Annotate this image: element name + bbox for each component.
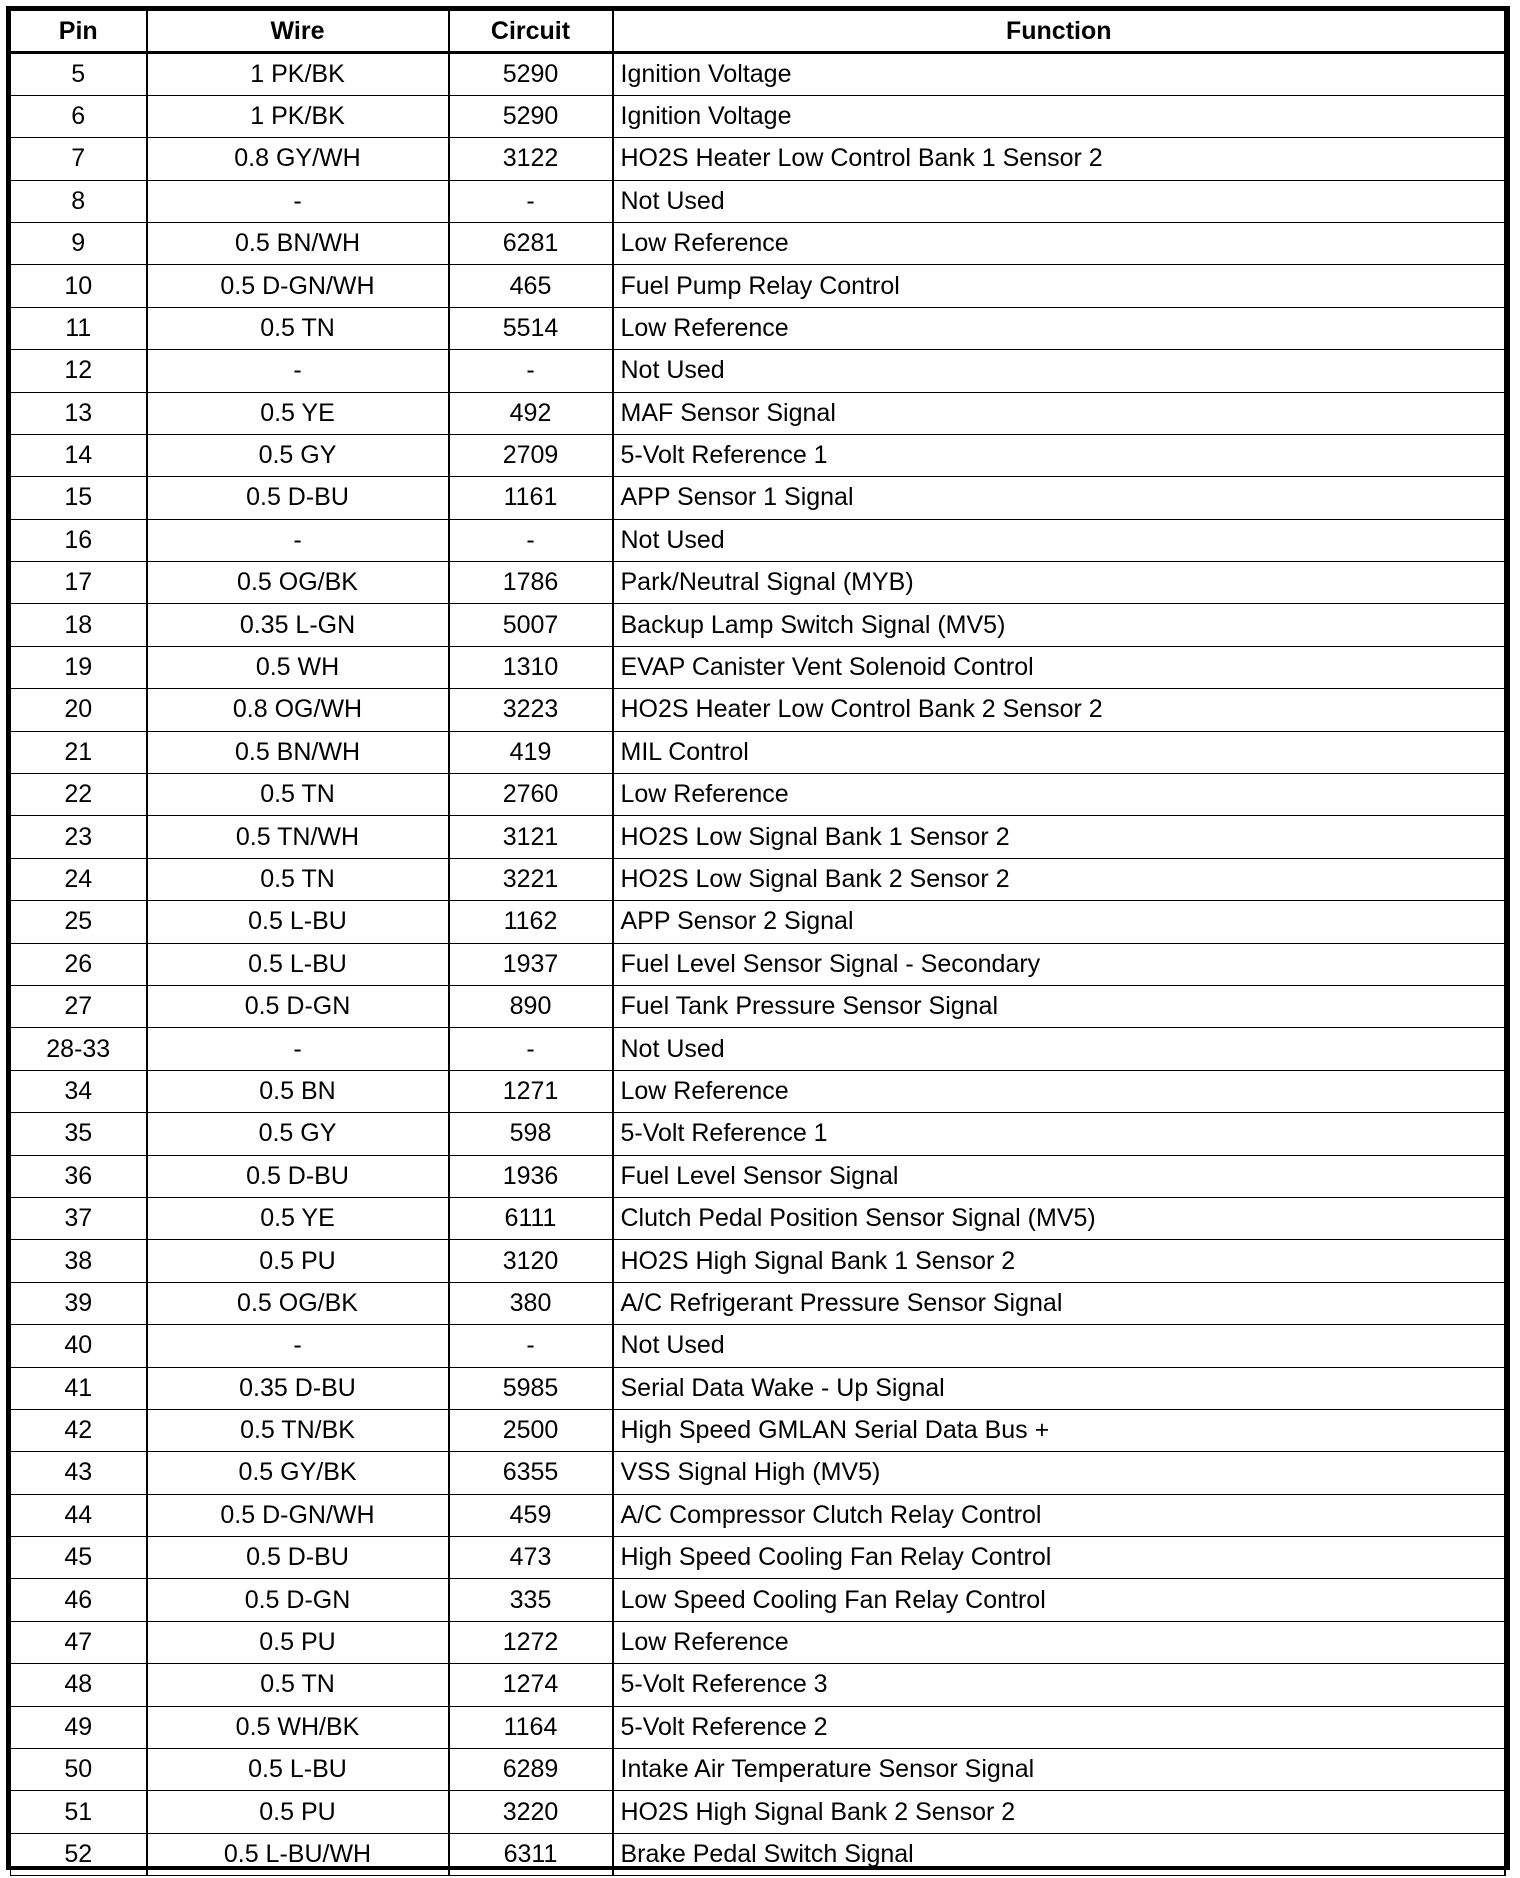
function-cell: Ignition Voltage <box>613 95 1506 137</box>
table-row <box>11 307 1506 349</box>
circuit-cell: 380 <box>449 1282 613 1324</box>
wire-cell: 0.5 YE <box>147 1197 449 1239</box>
table-row <box>11 1537 1506 1579</box>
function-cell: Ignition Voltage <box>613 53 1506 95</box>
function-cell: Low Reference <box>613 774 1506 816</box>
pin-cell: 52 <box>11 1833 147 1875</box>
pin-cell: 27 <box>11 985 147 1027</box>
circuit-cell: 1937 <box>449 943 613 985</box>
table-row <box>11 1070 1506 1112</box>
wire-cell: 0.35 D-BU <box>147 1367 449 1409</box>
table-row <box>11 1579 1506 1621</box>
wire-cell: 0.5 D-BU <box>147 1155 449 1197</box>
circuit-cell: - <box>449 519 613 561</box>
pin-cell: 15 <box>11 477 147 519</box>
pin-cell: 18 <box>11 604 147 646</box>
wire-cell: - <box>147 519 449 561</box>
wire-cell: 0.5 WH <box>147 646 449 688</box>
function-cell: Backup Lamp Switch Signal (MV5) <box>613 604 1506 646</box>
table-row <box>11 1028 1506 1070</box>
circuit-cell: - <box>449 350 613 392</box>
wire-cell: 0.5 PU <box>147 1791 449 1833</box>
circuit-cell: 890 <box>449 985 613 1027</box>
pin-cell: 8 <box>11 180 147 222</box>
circuit-cell: 1162 <box>449 901 613 943</box>
circuit-cell: 1274 <box>449 1664 613 1706</box>
pin-cell: 42 <box>11 1409 147 1451</box>
function-cell: 5-Volt Reference 2 <box>613 1706 1506 1748</box>
circuit-cell: 1271 <box>449 1070 613 1112</box>
pin-cell: 43 <box>11 1452 147 1494</box>
circuit-cell: 6281 <box>449 222 613 264</box>
circuit-cell: 6289 <box>449 1749 613 1791</box>
wire-cell: 0.5 D-GN <box>147 1579 449 1621</box>
circuit-cell: 473 <box>449 1537 613 1579</box>
pin-cell: 21 <box>11 731 147 773</box>
circuit-cell: 1161 <box>449 477 613 519</box>
header-wire: Wire <box>147 11 449 53</box>
pin-cell: 22 <box>11 774 147 816</box>
wire-cell: - <box>147 1325 449 1367</box>
wire-cell: 0.5 PU <box>147 1240 449 1282</box>
wire-cell: 0.5 TN <box>147 1664 449 1706</box>
table-row <box>11 180 1506 222</box>
circuit-cell: 3223 <box>449 689 613 731</box>
wire-cell: 0.5 GY <box>147 434 449 476</box>
circuit-cell: 1936 <box>449 1155 613 1197</box>
circuit-cell: 492 <box>449 392 613 434</box>
pin-cell: 11 <box>11 307 147 349</box>
wire-cell: 0.5 YE <box>147 392 449 434</box>
wire-cell: 0.35 L-GN <box>147 604 449 646</box>
table-row <box>11 138 1506 180</box>
function-cell: HO2S High Signal Bank 1 Sensor 2 <box>613 1240 1506 1282</box>
pin-cell: 19 <box>11 646 147 688</box>
function-cell: 5-Volt Reference 1 <box>613 434 1506 476</box>
circuit-cell: 1786 <box>449 562 613 604</box>
function-cell: Fuel Tank Pressure Sensor Signal <box>613 985 1506 1027</box>
circuit-cell: 6111 <box>449 1197 613 1239</box>
pin-cell: 40 <box>11 1325 147 1367</box>
header-circuit: Circuit <box>449 11 613 53</box>
table-row <box>11 1664 1506 1706</box>
circuit-cell: 3220 <box>449 1791 613 1833</box>
table-row <box>11 477 1506 519</box>
circuit-cell: 3121 <box>449 816 613 858</box>
circuit-cell: 2760 <box>449 774 613 816</box>
wire-cell: 0.5 D-GN/WH <box>147 265 449 307</box>
pin-cell: 24 <box>11 858 147 900</box>
function-cell: Park/Neutral Signal (MYB) <box>613 562 1506 604</box>
header-function: Function <box>613 11 1506 53</box>
pin-cell: 50 <box>11 1749 147 1791</box>
connector-pinout-table <box>10 10 1506 1876</box>
pin-cell: 7 <box>11 138 147 180</box>
table-body <box>11 53 1506 1876</box>
function-cell: Low Reference <box>613 1070 1506 1112</box>
pin-cell: 9 <box>11 222 147 264</box>
table-row <box>11 265 1506 307</box>
table-row <box>11 943 1506 985</box>
wire-cell: - <box>147 1028 449 1070</box>
table-row <box>11 774 1506 816</box>
header-pin: Pin <box>11 11 147 53</box>
circuit-cell: 3122 <box>449 138 613 180</box>
table-row <box>11 1197 1506 1239</box>
wire-cell: 0.5 L-BU <box>147 901 449 943</box>
function-cell: MIL Control <box>613 731 1506 773</box>
table-row <box>11 350 1506 392</box>
circuit-cell: 598 <box>449 1113 613 1155</box>
circuit-cell: 1310 <box>449 646 613 688</box>
circuit-cell: 2500 <box>449 1409 613 1451</box>
wire-cell: 0.5 PU <box>147 1621 449 1663</box>
function-cell: HO2S Heater Low Control Bank 1 Sensor 2 <box>613 138 1506 180</box>
table-row <box>11 1833 1506 1875</box>
wire-cell: 0.5 OG/BK <box>147 1282 449 1324</box>
pin-cell: 37 <box>11 1197 147 1239</box>
function-cell: Intake Air Temperature Sensor Signal <box>613 1749 1506 1791</box>
circuit-cell: 5290 <box>449 53 613 95</box>
function-cell: HO2S Low Signal Bank 1 Sensor 2 <box>613 816 1506 858</box>
wire-cell: 1 PK/BK <box>147 53 449 95</box>
pin-cell: 48 <box>11 1664 147 1706</box>
function-cell: Not Used <box>613 180 1506 222</box>
pin-cell: 39 <box>11 1282 147 1324</box>
table-row <box>11 1155 1506 1197</box>
pin-cell: 35 <box>11 1113 147 1155</box>
pin-cell: 5 <box>11 53 147 95</box>
wire-cell: 0.5 GY <box>147 1113 449 1155</box>
pin-cell: 45 <box>11 1537 147 1579</box>
wire-cell: 0.5 GY/BK <box>147 1452 449 1494</box>
wire-cell: 0.5 D-BU <box>147 477 449 519</box>
circuit-cell: 2709 <box>449 434 613 476</box>
wire-cell: 0.5 TN/BK <box>147 1409 449 1451</box>
function-cell: Brake Pedal Switch Signal <box>613 1833 1506 1875</box>
circuit-cell: 459 <box>449 1494 613 1536</box>
wire-cell: - <box>147 180 449 222</box>
function-cell: Not Used <box>613 1325 1506 1367</box>
wire-cell: 0.5 BN/WH <box>147 222 449 264</box>
function-cell: Not Used <box>613 1028 1506 1070</box>
table-row <box>11 95 1506 137</box>
pin-cell: 36 <box>11 1155 147 1197</box>
pin-cell: 16 <box>11 519 147 561</box>
pin-cell: 44 <box>11 1494 147 1536</box>
wire-cell: 0.5 TN <box>147 858 449 900</box>
circuit-cell: 3221 <box>449 858 613 900</box>
function-cell: HO2S High Signal Bank 2 Sensor 2 <box>613 1791 1506 1833</box>
circuit-cell: 6311 <box>449 1833 613 1875</box>
wire-cell: 0.5 L-BU <box>147 1749 449 1791</box>
table-row <box>11 1409 1506 1451</box>
circuit-cell: 6355 <box>449 1452 613 1494</box>
table-row <box>11 1791 1506 1833</box>
function-cell: Fuel Pump Relay Control <box>613 265 1506 307</box>
pin-cell: 51 <box>11 1791 147 1833</box>
wire-cell: 0.5 WH/BK <box>147 1706 449 1748</box>
circuit-cell: - <box>449 1325 613 1367</box>
table-row <box>11 731 1506 773</box>
function-cell: APP Sensor 2 Signal <box>613 901 1506 943</box>
function-cell: Clutch Pedal Position Sensor Signal (MV5) <box>613 1197 1506 1239</box>
function-cell: A/C Compressor Clutch Relay Control <box>613 1494 1506 1536</box>
table-row <box>11 1113 1506 1155</box>
table-row <box>11 222 1506 264</box>
wire-cell: 0.5 BN <box>147 1070 449 1112</box>
pin-cell: 38 <box>11 1240 147 1282</box>
table-row <box>11 1452 1506 1494</box>
table-row <box>11 1282 1506 1324</box>
wire-cell: 0.5 L-BU <box>147 943 449 985</box>
pin-cell: 12 <box>11 350 147 392</box>
table-row <box>11 392 1506 434</box>
table-row <box>11 1325 1506 1367</box>
wire-cell: 0.5 TN <box>147 307 449 349</box>
table-row <box>11 1494 1506 1536</box>
circuit-cell: 1164 <box>449 1706 613 1748</box>
table-row <box>11 1749 1506 1791</box>
connector-pinout-table-frame <box>6 6 1510 1870</box>
circuit-cell: 5985 <box>449 1367 613 1409</box>
pin-cell: 46 <box>11 1579 147 1621</box>
circuit-cell: 1272 <box>449 1621 613 1663</box>
wire-cell: 0.5 BN/WH <box>147 731 449 773</box>
pin-cell: 20 <box>11 689 147 731</box>
wire-cell: 0.5 TN/WH <box>147 816 449 858</box>
pin-cell: 6 <box>11 95 147 137</box>
circuit-cell: 5007 <box>449 604 613 646</box>
circuit-cell: 3120 <box>449 1240 613 1282</box>
function-cell: 5-Volt Reference 1 <box>613 1113 1506 1155</box>
pin-cell: 13 <box>11 392 147 434</box>
function-cell: APP Sensor 1 Signal <box>613 477 1506 519</box>
circuit-cell: - <box>449 1028 613 1070</box>
table-row <box>11 985 1506 1027</box>
table-row <box>11 901 1506 943</box>
function-cell: Low Speed Cooling Fan Relay Control <box>613 1579 1506 1621</box>
function-cell: High Speed Cooling Fan Relay Control <box>613 1537 1506 1579</box>
circuit-cell: 419 <box>449 731 613 773</box>
wire-cell: - <box>147 350 449 392</box>
table-row <box>11 562 1506 604</box>
pin-cell: 34 <box>11 1070 147 1112</box>
pin-cell: 47 <box>11 1621 147 1663</box>
circuit-cell: - <box>449 180 613 222</box>
table-row <box>11 689 1506 731</box>
function-cell: 5-Volt Reference 3 <box>613 1664 1506 1706</box>
function-cell: HO2S Low Signal Bank 2 Sensor 2 <box>613 858 1506 900</box>
function-cell: Low Reference <box>613 222 1506 264</box>
table-row <box>11 604 1506 646</box>
wire-cell: 0.5 D-BU <box>147 1537 449 1579</box>
pin-cell: 28-33 <box>11 1028 147 1070</box>
function-cell: EVAP Canister Vent Solenoid Control <box>613 646 1506 688</box>
table-row <box>11 646 1506 688</box>
pin-cell: 17 <box>11 562 147 604</box>
wire-cell: 0.5 D-GN/WH <box>147 1494 449 1536</box>
table-row <box>11 1367 1506 1409</box>
table-row <box>11 1240 1506 1282</box>
table-row <box>11 1621 1506 1663</box>
header-row <box>11 11 1506 53</box>
function-cell: VSS Signal High (MV5) <box>613 1452 1506 1494</box>
table-row <box>11 434 1506 476</box>
wire-cell: 0.5 D-GN <box>147 985 449 1027</box>
table-row <box>11 858 1506 900</box>
function-cell: Low Reference <box>613 1621 1506 1663</box>
circuit-cell: 5290 <box>449 95 613 137</box>
function-cell: MAF Sensor Signal <box>613 392 1506 434</box>
pin-cell: 49 <box>11 1706 147 1748</box>
wire-cell: 0.8 OG/WH <box>147 689 449 731</box>
wire-cell: 1 PK/BK <box>147 95 449 137</box>
pin-cell: 41 <box>11 1367 147 1409</box>
wire-cell: 0.5 TN <box>147 774 449 816</box>
table-row <box>11 53 1506 95</box>
function-cell: A/C Refrigerant Pressure Sensor Signal <box>613 1282 1506 1324</box>
function-cell: HO2S Heater Low Control Bank 2 Sensor 2 <box>613 689 1506 731</box>
wire-cell: 0.5 OG/BK <box>147 562 449 604</box>
function-cell: Fuel Level Sensor Signal - Secondary <box>613 943 1506 985</box>
circuit-cell: 335 <box>449 1579 613 1621</box>
pin-cell: 25 <box>11 901 147 943</box>
function-cell: Serial Data Wake - Up Signal <box>613 1367 1506 1409</box>
circuit-cell: 465 <box>449 265 613 307</box>
function-cell: Not Used <box>613 519 1506 561</box>
function-cell: Not Used <box>613 350 1506 392</box>
wire-cell: 0.8 GY/WH <box>147 138 449 180</box>
table-row <box>11 519 1506 561</box>
table-row <box>11 816 1506 858</box>
function-cell: Low Reference <box>613 307 1506 349</box>
pin-cell: 26 <box>11 943 147 985</box>
function-cell: High Speed GMLAN Serial Data Bus + <box>613 1409 1506 1451</box>
pin-cell: 23 <box>11 816 147 858</box>
pin-cell: 14 <box>11 434 147 476</box>
circuit-cell: 5514 <box>449 307 613 349</box>
wire-cell: 0.5 L-BU/WH <box>147 1833 449 1875</box>
pin-cell: 10 <box>11 265 147 307</box>
table-row <box>11 1706 1506 1748</box>
function-cell: Fuel Level Sensor Signal <box>613 1155 1506 1197</box>
